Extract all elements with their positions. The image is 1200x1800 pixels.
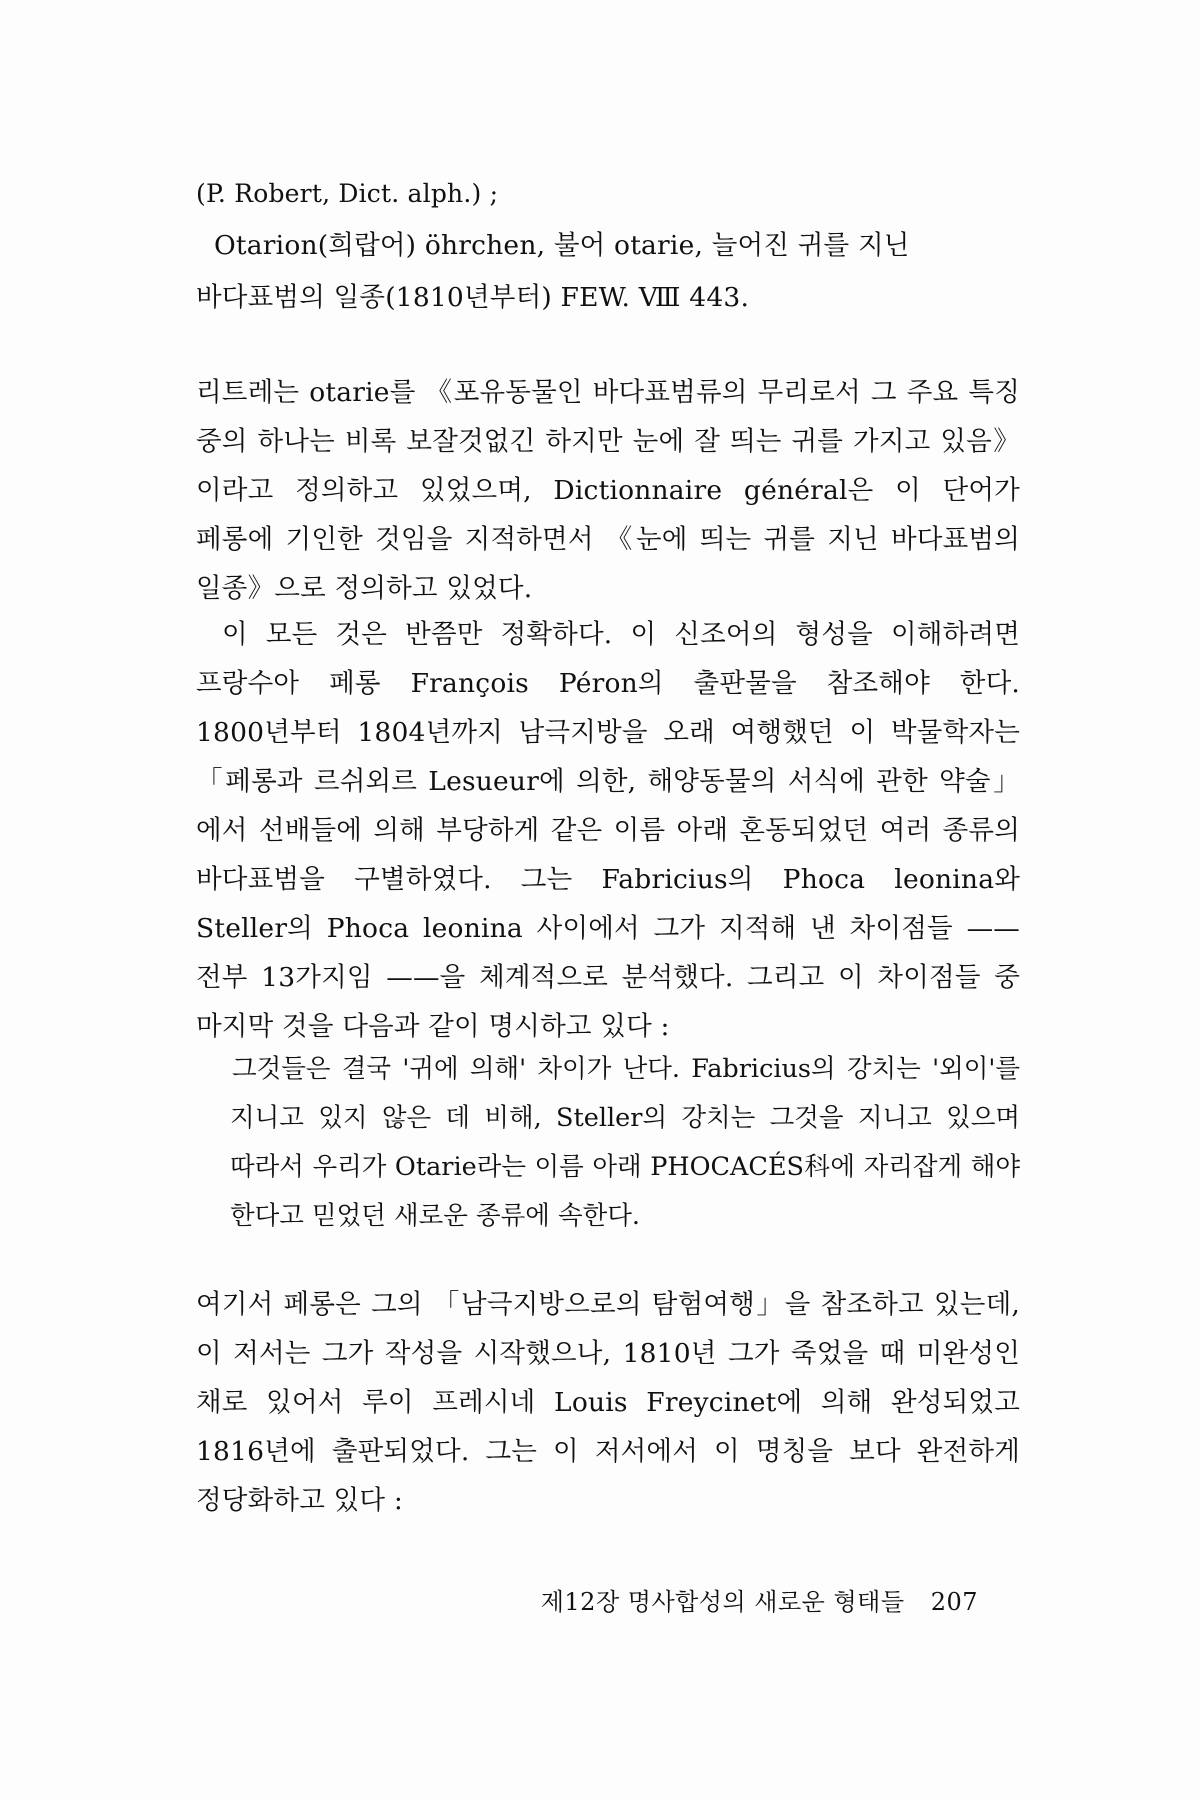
body-paragraph (196, 1280, 1020, 1525)
citation-line: Otarion(희랍어) öhrchen, 불어 otarie, 늘어진 귀를 지닌 바다표범의 일종(1810년부터) FEW. Ⅷ 443. (196, 230, 910, 313)
page-number: 207 (930, 1588, 978, 1616)
chapter-title: 제12장 명사합성의 새로운 형태들 (540, 1588, 905, 1616)
block-quote (230, 1045, 1020, 1241)
citation-line: (P. Robert, Dict. alph.) ; (196, 179, 499, 208)
quote-text: 그것들은 결국 '귀에 의해' 차이가 난다. Fabricius의 강치는 '외이'를 지니고 있지 않은 데 비해, Steller의 강치는 그것을 지니고 있으며 따라서 우리가 Otarie라는 이름 아래 PHOCACÉS科에 자리잡게 해야 한다고 믿었던 새로운 종류에 속한다. (230, 1054, 1020, 1231)
body-paragraph (196, 368, 1020, 613)
running-footer (523, 1582, 978, 1617)
citation-block (196, 168, 1020, 324)
paragraph-text: 리트레는 otarie를 《포유동물인 바다표범류의 무리로서 그 주요 특징 중의 하나는 비록 보잘것없긴 하지만 눈에 잘 띄는 귀를 가지고 있음》이라고 정의하고 있었으며, Dictionnaire général은 이 단어가 페롱에 기인한 것임을 지적하면서 《눈에 띄는 귀를 지닌 바다표범의 일종》으로 정의하고 있었다. (196, 377, 1020, 604)
paragraph-text: 이 모든 것은 반쯤만 정확하다. 이 신조어의 형성을 이해하려면 프랑수아 페롱 François Péron의 출판물을 참조해야 한다. 1800년부터 1804년까지 남극지방을 오래 여행했던 이 박물학자는 「페롱과 르쉬외르 Lesueur에 의한, 해양동물의 서식에 관한 약술」에서 선배들에 의해 부당하게 같은 이름 아래 혼동되었던 여러 종류의 바다표범을 구별하였다. 그는 Fabricius의 Phoca leonina와 Steller의 Phoca leonina 사이에서 그가 지적해 낸 차이점들 —— 전부 13가지임 ——을 체계적으로 분석했다. 그리고 이 차이점들 중 마지막 것을 다음과 같이 명시하고 있다 : (196, 619, 1020, 1042)
body-paragraph (196, 610, 1020, 1051)
paragraph-text: 여기서 페롱은 그의 「남극지방으로의 탐험여행」을 참조하고 있는데, 이 저서는 그가 작성을 시작했으나, 1810년 그가 죽었을 때 미완성인 채로 있어서 루이 프레시네 Louis Freycinet에 의해 완성되었고 1816년에 출판되었다. 그는 이 저서에서 이 명칭을 보다 완전하게 정당화하고 있다 : (196, 1289, 1020, 1516)
